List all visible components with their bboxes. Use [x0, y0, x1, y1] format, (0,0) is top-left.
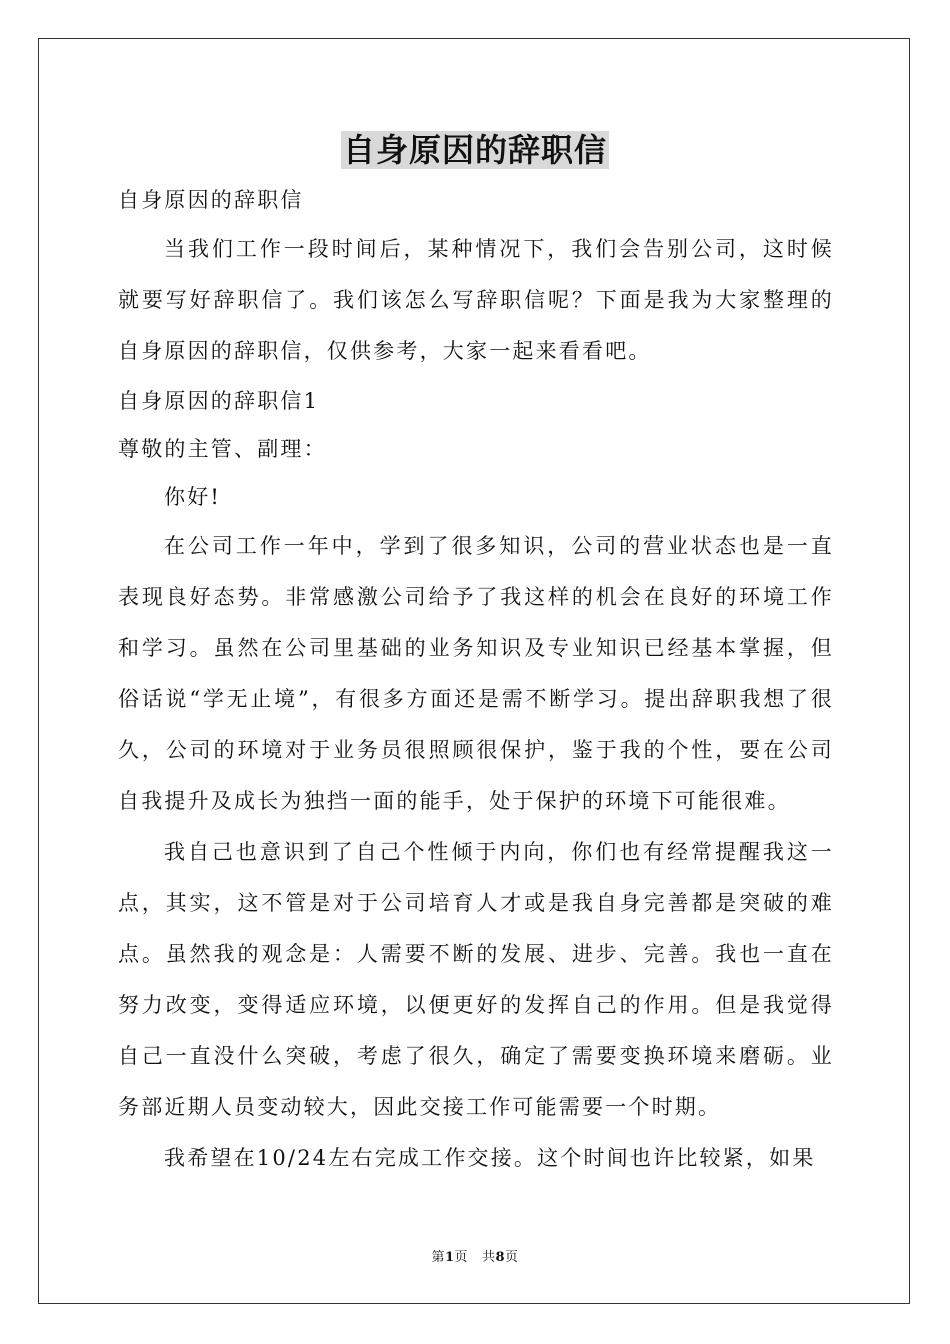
page-number: 1 [444, 1250, 455, 1265]
greeting: 你好! [164, 485, 222, 509]
total-pages: 8 [495, 1250, 506, 1265]
total-suffix: 页 [505, 1250, 519, 1265]
page-suffix: 页 [454, 1250, 469, 1265]
total-prefix: 共 [481, 1250, 496, 1265]
body-paragraph-3: 我希望在10/24左右完成工作交接。这个时间也许比较紧，如果 [164, 1146, 816, 1170]
page-footer [0, 1246, 950, 1265]
document-body [118, 176, 834, 1184]
document-title-text: 自身原因的辞职信 [342, 131, 607, 169]
body-paragraph-1: 在公司工作一年中，学到了很多知识，公司的营业状态也是一直表现良好态势。非常感激公司给予了我这样的机会在良好的环境工作和学习。虽然在公司里基础的业务知识及专业知识已经基本掌握，但俗话说“学无止境”，有很多方面还是需不断学习。提出辞职我想了很久，公司的环境对于业务员很照顾很保护，鉴于我的个性，要在公司自我提升及成长为独挡一面的能手，处于保护的环境下可能很难。 [118, 534, 834, 813]
document-title [0, 124, 950, 176]
heading-line: 自身原因的辞职信 [118, 188, 304, 212]
intro-paragraph: 当我们工作一段时间后，某种情况下，我们会告别公司，这时候就要写好辞职信了。我们该怎么写辞职信呢？下面是我为大家整理的自身原因的辞职信，仅供参考，大家一起来看看吧。 [118, 237, 834, 363]
salutation: 尊敬的主管、副理： [118, 437, 327, 461]
body-paragraph-2: 我自己也意识到了自己个性倾于内向，你们也有经常提醒我这一点，其实，这不管是对于公司培育人才或是我自身完善都是突破的难点。虽然我的观念是：人需要不断的发展、进步、完善。我也一直在努力改变，变得适应环境，以便更好的发挥自己的作用。但是我觉得自己一直没什么突破，考虑了很久，确定了需要变换环境来磨砺。业务部近期人员变动较大，因此交接工作可能需要一个时期。 [118, 840, 834, 1119]
section-title: 自身原因的辞职信1 [118, 389, 320, 413]
page-prefix: 第 [431, 1250, 445, 1265]
